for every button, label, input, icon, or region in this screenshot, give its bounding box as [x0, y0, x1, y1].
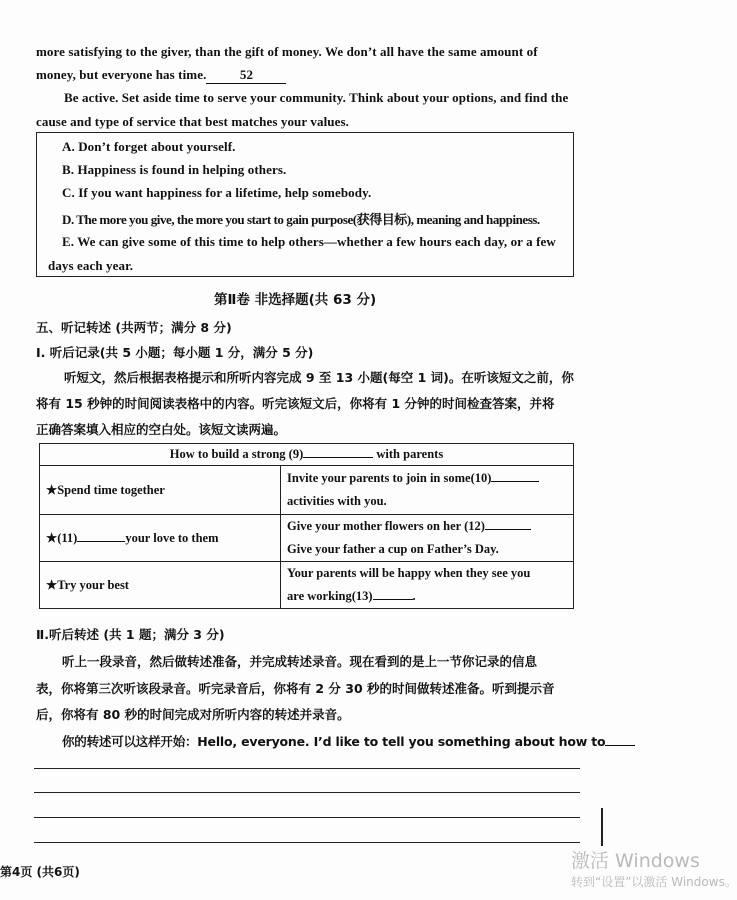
retell-start-text: 你的转述可以这样开始：Hello, everyone. I’d like to tell you something about how to [62, 734, 606, 749]
table-row-2-left [40, 515, 281, 562]
row-1-right-text: Invite your parents to join in some(10) [287, 471, 492, 485]
passage-line-1: more satisfying to the giver, than the gift of money. We don’t all have the same amount of [36, 44, 538, 59]
answer-blank-retell[interactable] [605, 745, 635, 746]
instruction-line-1: 听短文，然后根据表格提示和所听内容完成 9 至 13 小题(每空 1 词)。在听该短文之前，你 [64, 370, 574, 385]
row-2-right-text: Give your mother flowers on her (12) [287, 519, 485, 533]
option-e-line-2: days each year. [48, 258, 134, 273]
passage-line-2-text: money, but everyone has time. [36, 67, 207, 82]
retell-start-prompt [62, 732, 635, 750]
table-row-2-right [281, 515, 574, 562]
row-2-left-suffix: your love to them [125, 531, 219, 545]
answer-blank-12[interactable] [485, 529, 531, 530]
activation-watermark-title: 激活 Windows [571, 850, 700, 872]
row-3-right-text: Your parents will be happy when they see you [287, 566, 531, 580]
part-2-instruction-1: 听上一段录音，然后做转述准备，并完成转述录音。现在看到的是上一节你记录的信息 [62, 654, 538, 669]
table-row-1-left: ★Spend time together [40, 466, 281, 515]
activation-watermark-subtitle: 转到“设置”以激活 Windows。 [571, 875, 737, 889]
instruction-line-3: 正确答案填入相应的空白处。该短文读两遍。 [36, 422, 287, 437]
page-number: 第4页 (共6页) [0, 865, 80, 879]
row-2-left-text: ★(11) [46, 531, 78, 545]
part-2-instruction-3: 后，你将有 80 秒的时间完成对所听内容的转述并录音。 [36, 707, 350, 722]
row-3-right-text-2: are working(13) [287, 589, 373, 603]
answer-line-1[interactable] [34, 768, 580, 769]
passage-line-4: cause and type of service that best matches your values. [36, 114, 349, 129]
option-e-line-1: E. We can give some of this time to help others—whether a few hours each day, or a few [62, 234, 556, 249]
option-c: C. If you want happiness for a lifetime, help somebody. [62, 185, 372, 200]
table-row-3-right: Your parents will be happy when they see you are working(13) . [281, 562, 574, 609]
answer-line-3[interactable] [34, 817, 580, 818]
table-title [40, 444, 574, 466]
instruction-line-2: 将有 15 秒钟的时间阅读表格中的内容。听完该短文后，你将有 1 分钟的时间检查答案，并将 [36, 396, 555, 411]
row-2-right-text-2: Give your father a cup on Father’s Day. [287, 542, 499, 556]
answer-line-4[interactable] [34, 842, 580, 843]
margin-mark [601, 808, 603, 846]
answer-line-2[interactable] [34, 792, 580, 793]
option-b: B. Happiness is found in helping others. [62, 162, 287, 177]
table-title-suffix: with parents [376, 447, 444, 461]
table-row-3-left: ★Try your best [40, 562, 281, 609]
notes-table [39, 443, 574, 609]
passage-line-3: Be active. Set aside time to serve your community. Think about your options, and find the [64, 90, 569, 105]
volume-title: 第Ⅱ卷 非选择题(共 63 分) [214, 292, 377, 308]
option-d: D. The more you give, the more you start to gain purpose(获得目标), meaning and happiness. [62, 212, 540, 227]
section-heading: 五、听记转述 (共两节；满分 8 分) [36, 320, 232, 335]
option-a: A. Don’t forget about yourself. [62, 139, 236, 154]
answer-blank-52[interactable] [206, 67, 286, 84]
answer-blank-11[interactable] [77, 541, 125, 542]
passage-line-2 [36, 67, 286, 84]
part-2-heading: Ⅱ.听后转述 (共 1 题；满分 3 分) [36, 627, 225, 642]
row-1-right-text-2: activities with you. [287, 494, 387, 508]
blank-number-52: 52 [239, 67, 254, 82]
answer-blank-10[interactable] [491, 481, 539, 482]
table-title-text: How to build a strong (9) [169, 447, 304, 461]
part-2-instruction-2: 表，你将第三次听该段录音。听完录音后，你将有 2 分 30 秒的时间做转述准备。听到提示音 [36, 681, 555, 696]
answer-blank-9[interactable] [303, 457, 373, 458]
table-row-1-right [281, 466, 574, 515]
answer-blank-13[interactable] [373, 599, 413, 600]
part-1-heading: Ⅰ. 听后记录(共 5 小题；每小题 1 分，满分 5 分) [36, 345, 314, 360]
